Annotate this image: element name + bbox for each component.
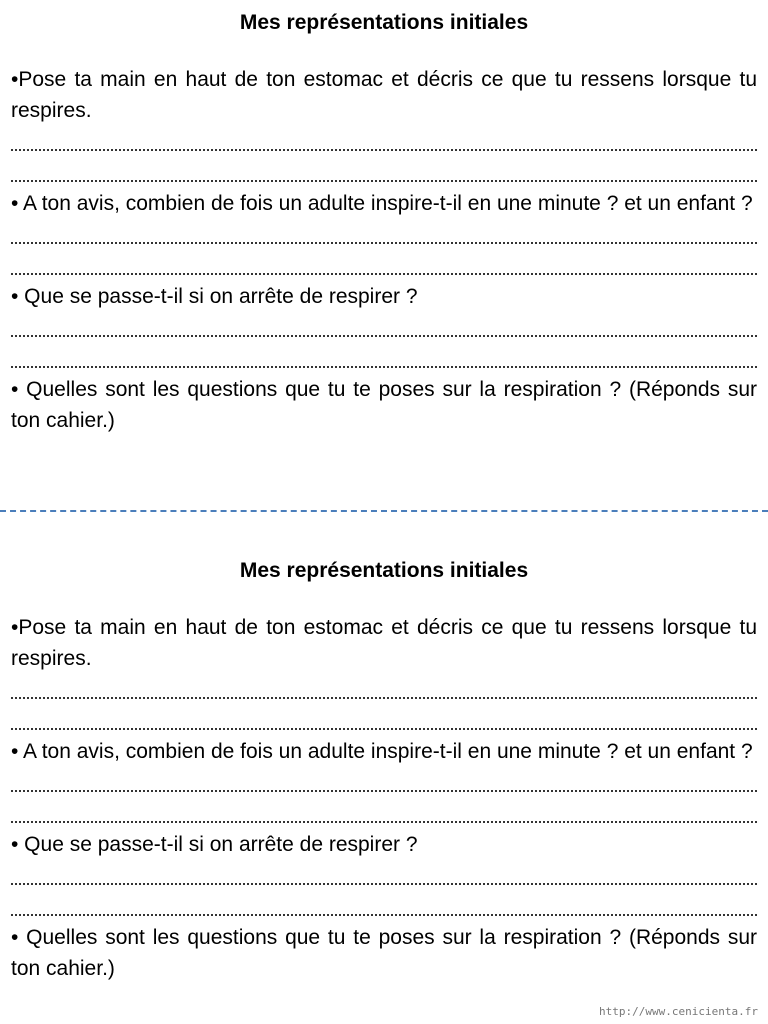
answer-line (11, 860, 757, 891)
question-2: • A ton avis, combien de fois un adulte inspire-t-il en une minute ? et un enfant ? (11, 740, 753, 763)
answer-line (11, 891, 757, 922)
question-4: • Quelles sont les questions que tu te poses sur la respiration ? (Réponds sur ton cahier.) (11, 926, 757, 980)
answer-line (11, 250, 757, 281)
question-3: • Que se passe-t-il si on arrête de respirer ? (11, 285, 418, 308)
question-2: • A ton avis, combien de fois un adulte inspire-t-il en une minute ? et un enfant ? (11, 192, 753, 215)
source-credit: http://www.cenicienta.fr (599, 1005, 758, 1018)
question-3: • Que se passe-t-il si on arrête de respirer ? (11, 833, 418, 856)
answer-line (11, 343, 757, 374)
answer-line (11, 157, 757, 188)
answer-line (11, 126, 757, 157)
answer-line (11, 767, 757, 798)
worksheet-copy-bottom (11, 554, 757, 984)
worksheet-copy-top (11, 6, 757, 436)
question-1: •Pose ta main en haut de ton estomac et décris ce que tu ressens lorsque tu respires. (11, 68, 757, 122)
answer-line (11, 705, 757, 736)
question-4: • Quelles sont les questions que tu te poses sur la respiration ? (Réponds sur ton cahier.) (11, 378, 757, 432)
cut-line-separator (0, 510, 768, 512)
question-1: •Pose ta main en haut de ton estomac et décris ce que tu ressens lorsque tu respires. (11, 616, 757, 670)
answer-line (11, 312, 757, 343)
answer-line (11, 219, 757, 250)
worksheet-title: Mes représentations initiales (239, 559, 529, 582)
answer-line (11, 674, 757, 705)
worksheet-title: Mes représentations initiales (239, 11, 529, 34)
answer-line (11, 798, 757, 829)
